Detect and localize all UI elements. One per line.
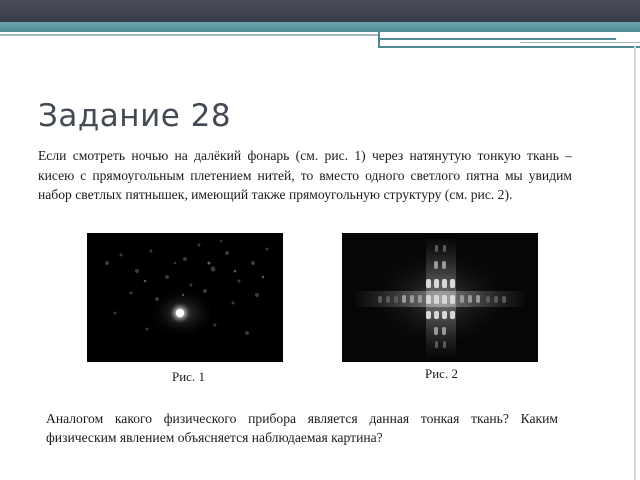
top-bar-accent [0,22,640,32]
right-border-line [634,46,636,480]
figure-2-caption: Рис. 2 [425,366,458,381]
problem-statement: Если смотреть ночью на далёкий фонарь (см. рис. 1) через натянутую тонкую ткань – кисею с прямоугольным плетением нитей, то вместо одного светлого пятна мы увидим набор светлых пятнышек, имеющий также прямоугольную структуру (см. рис. 2). [38,148,572,203]
slide-title: Задание 28 [38,98,232,134]
figure-1-lantern-photo [87,233,283,362]
figure-2-diffraction-pattern [342,233,538,362]
header-divider-line [0,34,380,36]
header-decoration-box [378,32,640,48]
figure-1-caption: Рис. 1 [172,369,205,384]
header-decoration-line-thin [520,42,640,43]
header-decoration-line [380,38,616,40]
top-bar-dark [0,0,640,22]
question-text: Аналогом какого физического прибора является данная тонкая ткань? Каким физическим явлением объясняется наблюдаемая картина? [46,411,558,445]
